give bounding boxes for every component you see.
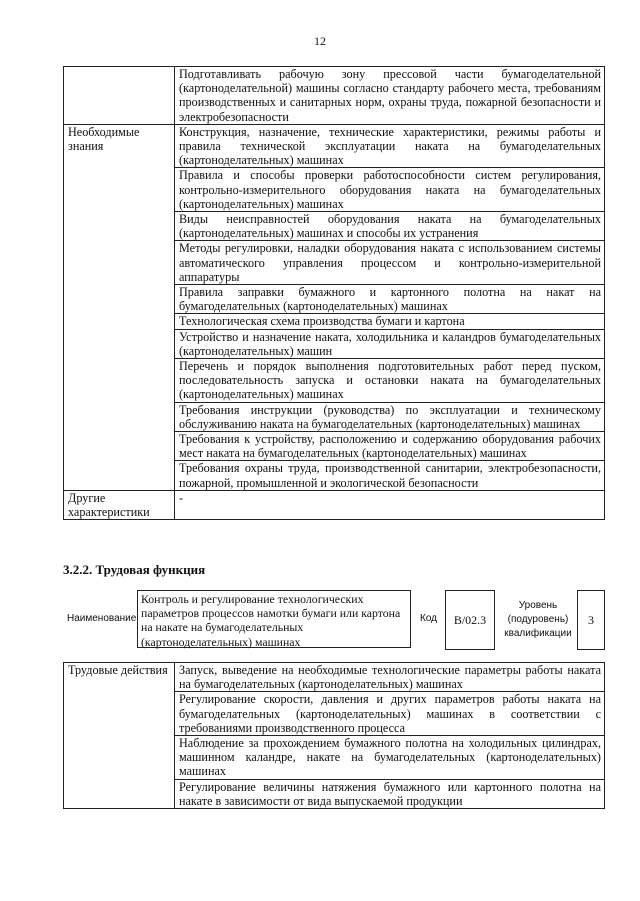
- cell-text: Перечень и порядок выполнения подготовительных работ перед пуском, последовательность запуска и остановки наката на бумагоделательных (картоноделательных) машинах: [175, 359, 605, 403]
- cell-text: Запуск, выведение на необходимые технологические параметры работы наката на бумагоделательных (картоноделательных) машинах: [175, 663, 605, 692]
- page-number: 12: [314, 34, 326, 48]
- row-label: [64, 67, 175, 125]
- cell-text: Устройство и назначение наката, холодильника и каландров бумагоделательных (картоноделательных) машин: [175, 329, 605, 358]
- knowledge-row: [64, 67, 605, 125]
- row-label: Трудовые действия: [64, 663, 175, 809]
- cell-text: -: [175, 490, 605, 519]
- cell-text: Регулирование величины натяжения бумажного или картонного полотна на накате в зависимости от вида выпускаемой продукции: [175, 779, 605, 808]
- code-label: Код: [420, 613, 438, 624]
- cell-text: Требования охраны труда, производственной санитарии, электробезопасности, пожарной, промышленной и экологической безопасности: [175, 461, 605, 490]
- function-name: Контроль и регулирование технологических параметров процессов намотки бумаги или картона на накате на бумагоделательных (картоноделательных) машинах: [137, 590, 411, 648]
- cell-text: Правила заправки бумажного и картонного полотна на накат на бумагоделательных (картоноделательных) машинах: [175, 285, 605, 314]
- name-label: Наименование: [67, 613, 137, 624]
- knowledge-row: [64, 490, 605, 519]
- level-label: Уровень (подуровень) квалификации: [504, 600, 572, 639]
- cell-text: Наблюдение за прохождением бумажного полотна на холодильных цилиндрах, машинном каландре, накате на бумагоделательных (картоноделательных) машинах: [175, 736, 605, 780]
- cell-text: Регулирование скорости, давления и других параметров работы наката на бумагоделательных (картоноделательных) машинах в соответствии с требованиями производственного процесса: [175, 692, 605, 736]
- cell-text: Требования инструкции (руководства) по эксплуатации и техническому обслуживанию наката на бумагоделательных (картоноделательных) машинах: [175, 402, 605, 431]
- function-code: B/02.3: [445, 590, 495, 650]
- knowledge-row: [64, 124, 605, 168]
- row-label: Другие характеристики: [64, 490, 175, 519]
- actions-table: [63, 662, 605, 809]
- cell-text: Виды неисправностей оборудования наката на бумагоделательных (картоноделательных) машинах и способы их устранения: [175, 212, 605, 241]
- cell-text: Подготавливать рабочую зону прессовой части бумагоделательной (картоноделательной) машины согласно стандарту рабочего места, требованиям производственных и санитарных норм, охраны труда, пожарной безопасности и электробезопасности: [175, 67, 605, 125]
- cell-text: Правила и способы проверки работоспособности систем регулирования, контрольно-измерительного оборудования наката на бумагоделательных (картоноделательных) машинах: [175, 168, 605, 212]
- cell-text: Конструкция, назначение, технические характеристики, режимы работы и правила технической эксплуатации наката на бумагоделательных (картоноделательных) машинах: [175, 124, 605, 168]
- cell-text: Методы регулировки, наладки оборудования наката с использованием системы автоматического управления процессом и контрольно-измерительной аппаратуры: [175, 241, 605, 285]
- section-heading: 3.2.2. Трудовая функция: [63, 562, 206, 577]
- action-row: [64, 663, 605, 692]
- cell-text: Технологическая схема производства бумаги и картона: [175, 314, 605, 329]
- qualification-level: 3: [577, 590, 605, 650]
- row-label: Необходимые знания: [64, 124, 175, 490]
- knowledge-table: [63, 66, 605, 520]
- function-header: [63, 590, 605, 650]
- cell-text: Требования к устройству, расположению и содержанию оборудования рабочих мест наката на бумагоделательных (картоноделательных) машинах: [175, 432, 605, 461]
